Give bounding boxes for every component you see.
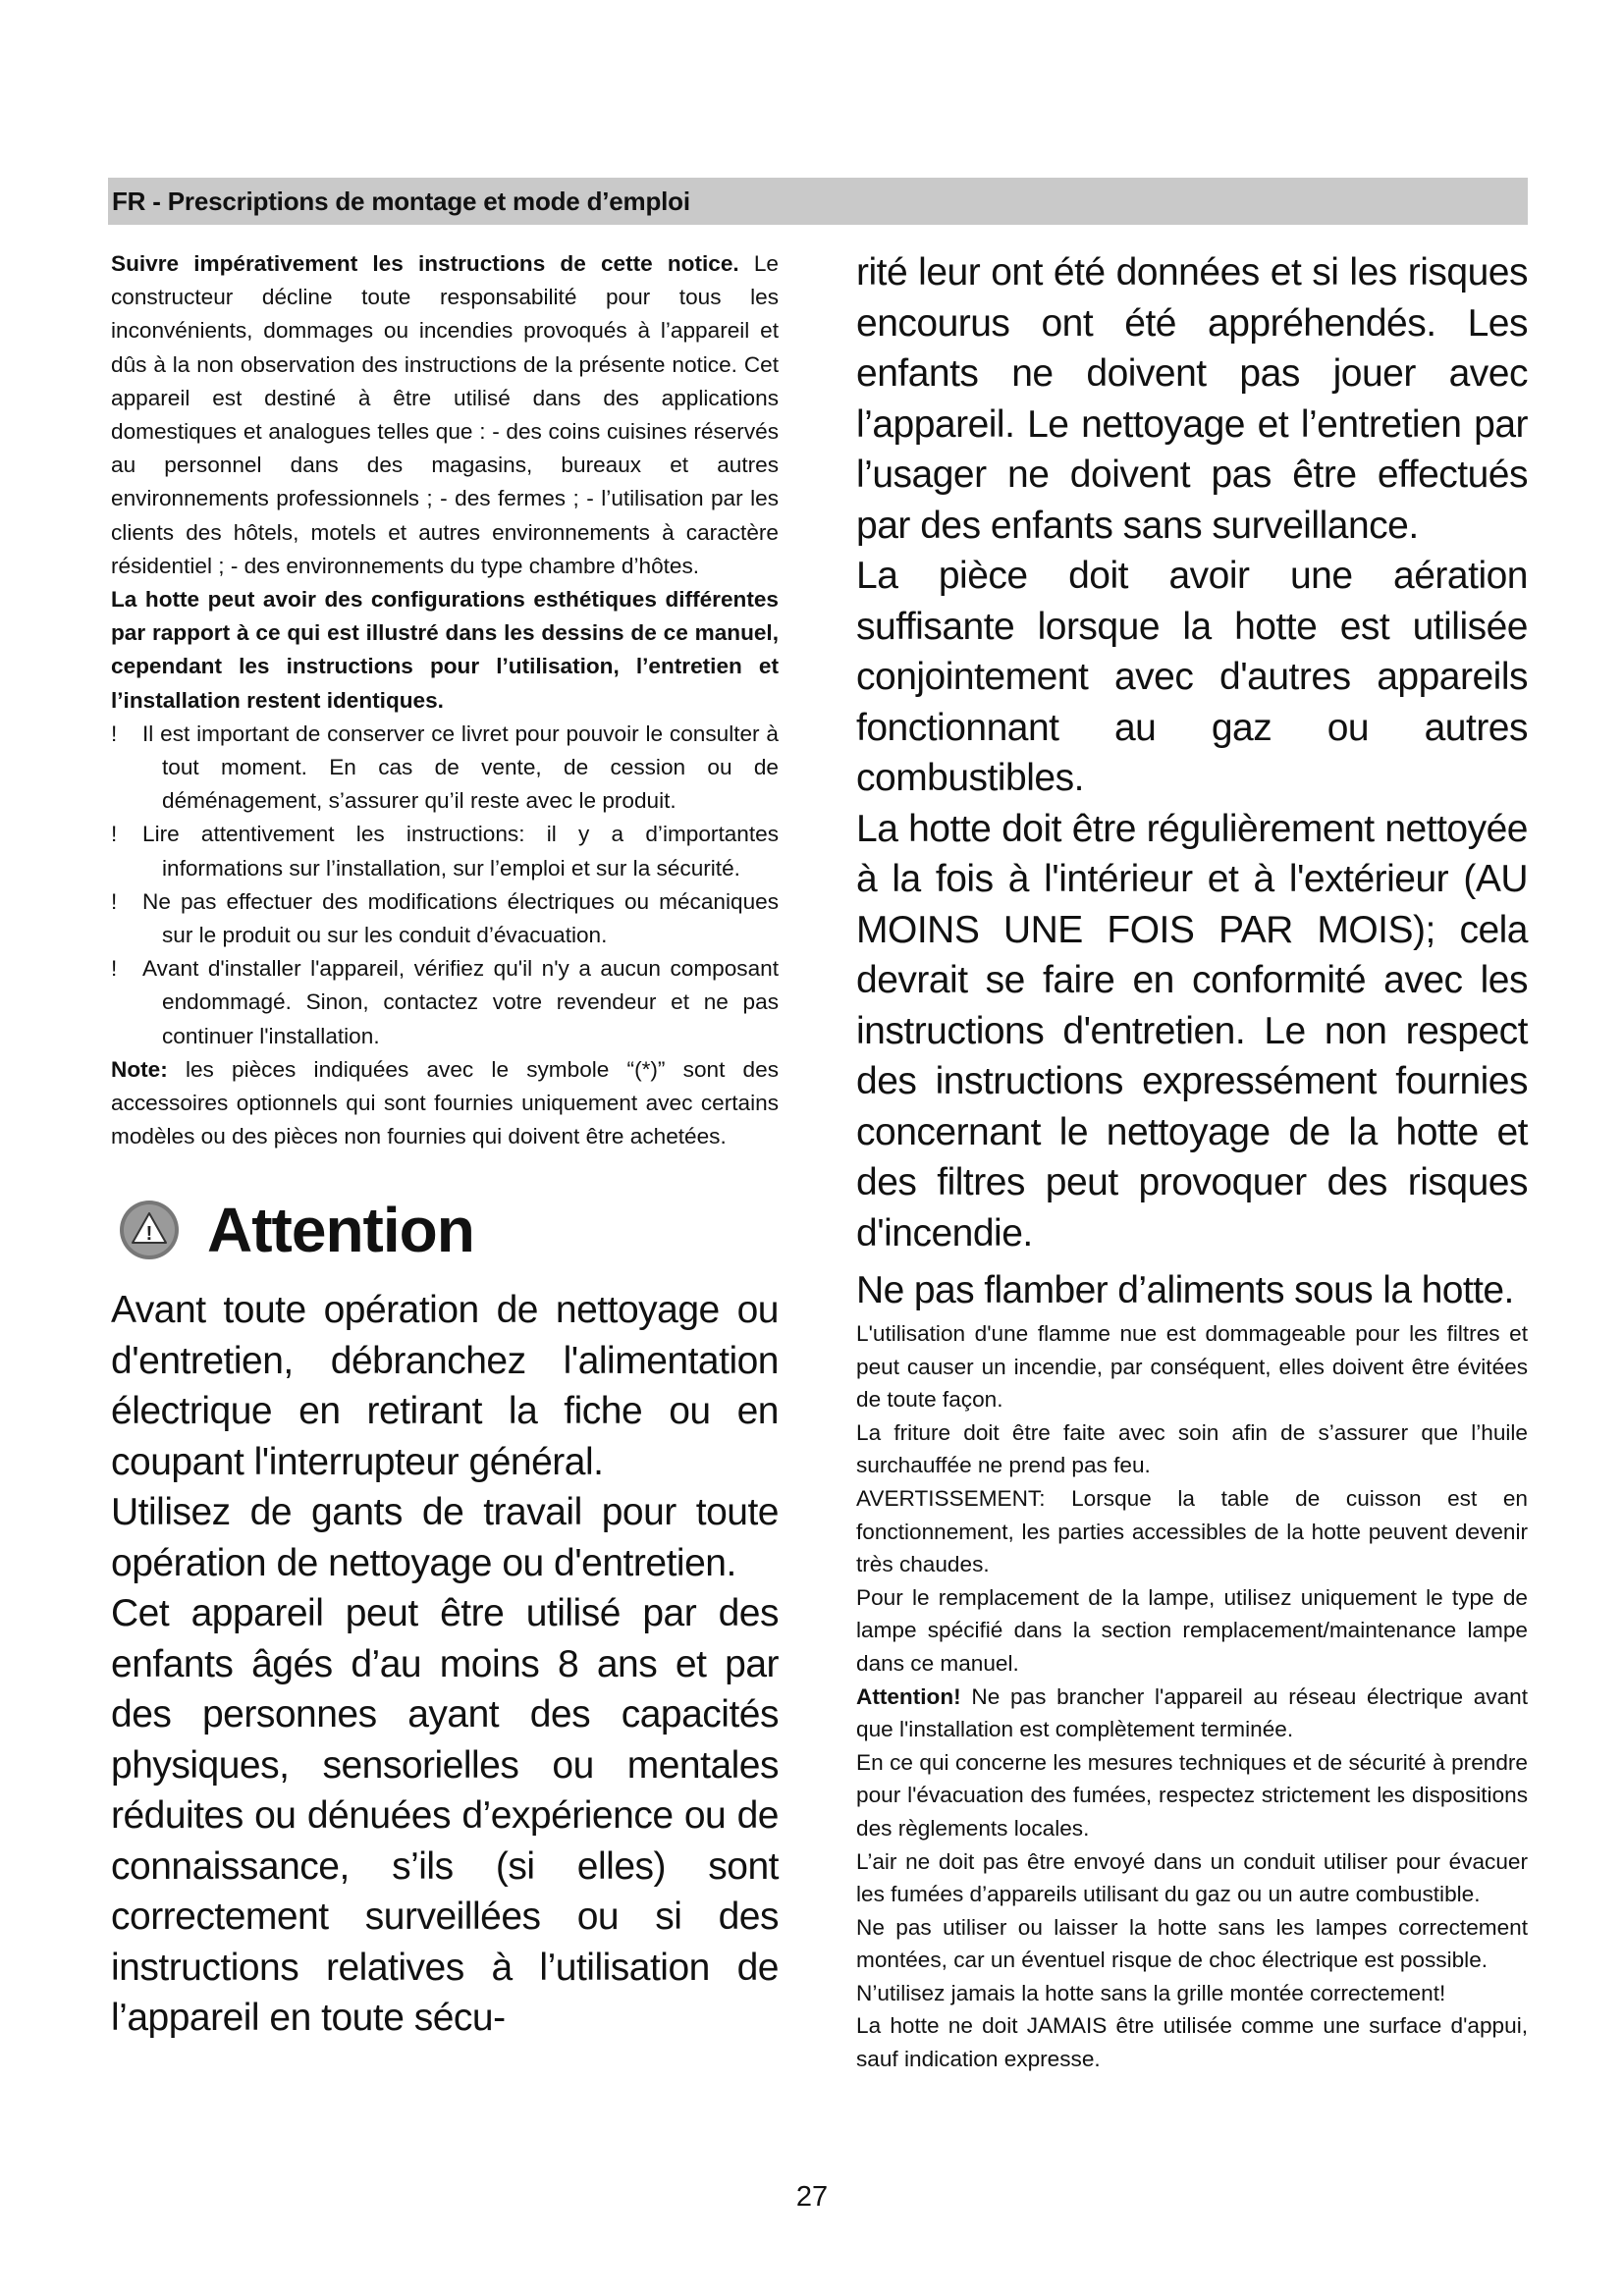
page-number: 27 (795, 2181, 829, 2213)
detail-paragraph: Ne pas utiliser ou laisser la hotte sans les lampes correctement montées, car un éventuel risque de choc électrique est possible. (856, 1914, 1528, 1973)
note-text: les pièces indiquées avec le symbole “(*)” sont des accessoires optionnels qui sont fournies uniquement avec certains modèles ou des pièces non fournies qui doivent être achetées. (111, 1056, 779, 1149)
section-title: FR - Prescriptions de montage et mode d’emploi (112, 187, 690, 216)
warning-icon-mark: ! (145, 1223, 153, 1246)
attention-bold-lead: Attention! (856, 1683, 961, 1709)
detail-paragraph: La friture doit être faite avec soin afin de s’assurer que l’huile surchauffée ne prend pas feu. (856, 1419, 1528, 1478)
list-item (111, 952, 779, 1053)
attention-heading (111, 1195, 779, 1265)
intro-paragraph (111, 247, 779, 583)
note-label: Note: (111, 1056, 168, 1082)
design-note-text: La hotte peut avoir des configurations esthétiques différentes par rapport à ce qui est illustré dans les dessins de ce manuel, cependant les instructions pour l’utilisation, l’entretien et l’installation restent identiques. (111, 587, 779, 713)
list-item-text: Ne pas effectuer des modifications électriques ou mécaniques sur le produit ou sur les conduit d’évacuation. (142, 888, 779, 948)
section-header (108, 178, 1528, 225)
exclamation-icon: ! (111, 721, 118, 746)
list-item-text: Avant d'installer l'appareil, vérifiez qu'il n'y a aucun composant endommagé. Sinon, contactez votre revendeur et ne pas continuer l'installation. (142, 956, 779, 1048)
list-item (111, 718, 779, 819)
intro-bold-lead: Suivre impérativement les instructions de cette notice. (111, 251, 739, 276)
detail-paragraph: N’utilisez jamais la hotte sans la grille montée correctement! (856, 1980, 1446, 2005)
detail-paragraph: L’air ne doit pas être envoyé dans un conduit utiliser pour évacuer les fumées d’appareils utilisant du gaz ou un autre combustible. (856, 1848, 1528, 1907)
safety-paragraph: La pièce doit avoir une aération suffisante lorsque la hotte est utilisée conjointement avec d'autres appareils fonctionnant au gaz ou autres combustibles. (856, 555, 1528, 799)
attention-detail-paragraph (856, 1681, 1528, 1746)
attention-detail-text: Ne pas brancher l'appareil au réseau électrique avant que l'installation est complètement terminée. (856, 1683, 1528, 1742)
attention-title: Attention (207, 1195, 474, 1266)
right-column (856, 247, 1528, 2076)
detail-paragraph: L'utilisation d'une flamme nue est dommageable pour les filtres et peut causer un incendie, par conséquent, elles doivent être évitées de toute façon. (856, 1321, 1528, 1413)
note-paragraph (111, 1053, 779, 1154)
list-item-text: Il est important de conserver ce livret pour pouvoir le consulter à tout moment. En cas de vente, de cession ou de déménagement, s’assurer qu’il reste avec le produit. (142, 721, 779, 814)
safety-paragraph: rité leur ont été données et si les risques encourus ont été appréhendés. Les enfants ne doivent pas jouer avec l’appareil. Le nettoyage et l’entretien par l’usager ne doivent pas être effectués par des enfants sans surveillance. (856, 251, 1528, 547)
detail-paragraph: AVERTISSEMENT: Lorsque la table de cuisson est en fonctionnement, les parties accessibles de la hotte peuvent devenir très chaudes. (856, 1485, 1528, 1577)
intro-text: Le constructeur décline toute responsabilité pour tous les inconvénients, dommages ou incendies provoqués à l’appareil et dûs à la non observation des instructions de la présente notice. Cet appareil est destiné à être utilisé dans des applications domestiques et analogues telles que : - des coins cuisines réservés au personnel dans des magasins, bureaux et autres environnements professionnels ; - des fermes ; - l’utilisation par les clients des hôtels, motels et autres environnements à caractère résidentiel ; - des environnements du type chambre d’hôtes. (111, 251, 779, 578)
attention-paragraph: Avant toute opération de nettoyage ou d'entretien, débranchez l'alimentation électrique en retirant la fiche ou en coupant l'interrupteur général. (111, 1289, 779, 1483)
warning-icon (119, 1200, 180, 1260)
list-item-text: Lire attentivement les instructions: il y a d’importantes informations sur l’installation, sur l’emploi et sur la sécurité. (142, 822, 779, 881)
detail-paragraph: En ce qui concerne les mesures techniques et de sécurité à prendre pour l'évacuation des fumées, respectez strictement les dispositions des règlements locales. (856, 1749, 1528, 1841)
exclamation-icon: ! (111, 822, 118, 847)
attention-paragraph: Cet appareil peut être utilisé par des enfants âgés d’au moins 8 ans et par des personnes ayant des capacités physiques, sensorielles ou mentales réduites ou dénuées d’expérience ou de connaissance, s’ils (si elles) sont correctement surveillées ou si des instructions relatives à l’utilisation de l’appareil en toute sécu- (111, 1592, 779, 2040)
flambe-warning-heading: Ne pas flamber d’aliments sous la hotte. (856, 1269, 1514, 1311)
list-item (111, 885, 779, 952)
exclamation-icon: ! (111, 956, 118, 982)
safety-paragraph: La hotte doit être régulièrement nettoyée à la fois à l'intérieur et à l'extérieur (AU MOINS UNE FOIS PAR MOIS); cela devrait se faire en conformité avec les instructions d'entretien. Le non respect des instructions expressément fournies concernant le nettoyage de la hotte et des filtres peut provoquer des risques d'incendie. (856, 807, 1528, 1255)
attention-paragraph: Utilisez de gants de travail pour toute opération de nettoyage ou d'entretien. (111, 1491, 779, 1584)
left-column (111, 247, 779, 2044)
design-note-paragraph (111, 583, 779, 718)
detail-paragraph: La hotte ne doit JAMAIS être utilisée comme une surface d'appui, sauf indication expresse. (856, 2013, 1528, 2072)
exclamation-icon: ! (111, 888, 118, 914)
list-item (111, 818, 779, 884)
detail-paragraph: Pour le remplacement de la lampe, utilisez uniquement le type de lampe spécifié dans la section remplacement/maintenance lampe dans ce manuel. (856, 1584, 1528, 1676)
